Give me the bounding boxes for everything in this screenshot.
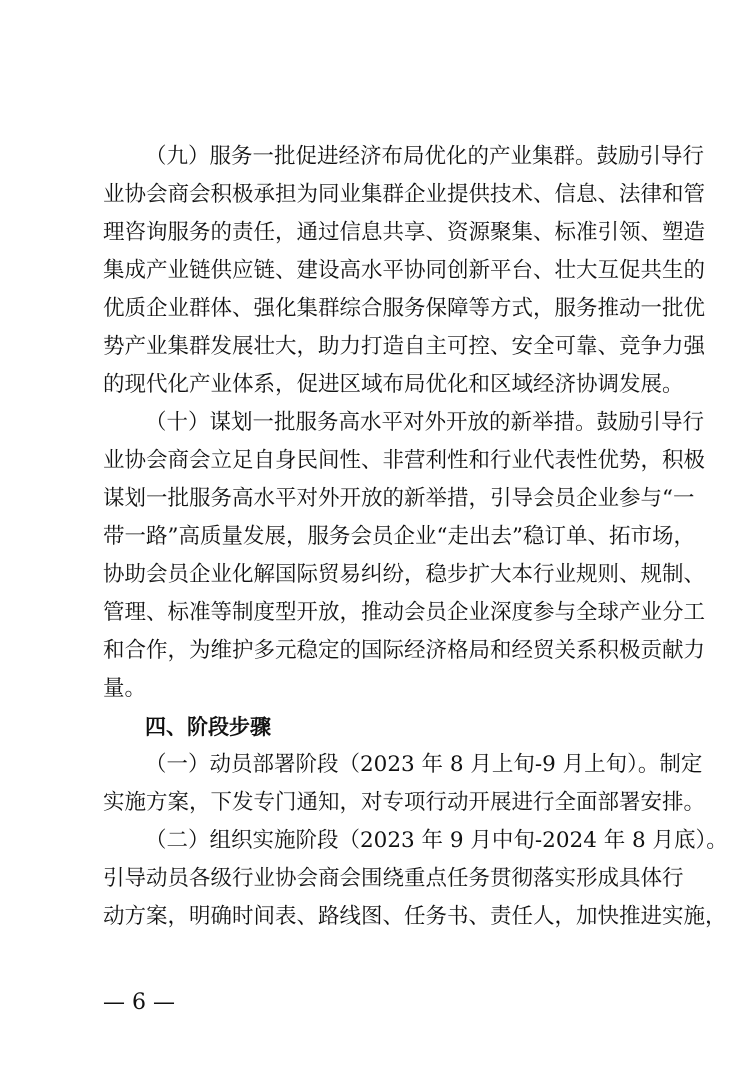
paragraph-ten	[103, 404, 706, 708]
paragraph-line: 业协会商会立足自身民间性、非营利性和行业代表性优势，积极	[103, 448, 706, 473]
paragraph-line: 势产业集群发展壮大，助力打造自主可控、安全可靠、竞争力强	[103, 334, 706, 359]
paragraph-line: （九）服务一批促进经济布局优化的产业集群。鼓励引导行	[145, 144, 705, 169]
paragraph-line: 实施方案，下发专门通知，对专项行动开展进行全面部署安排。	[103, 790, 706, 815]
paragraph-line: 管理、标准等制度型开放，推动会员企业深度参与全球产业分工	[103, 600, 706, 625]
paragraph-line: 谋划一批服务高水平对外开放的新举措，引导会员企业参与“一	[103, 486, 695, 511]
paragraph-line: 的现代化产业体系，促进区域布局优化和区域经济协调发展。	[103, 372, 684, 397]
paragraph-line: （一）动员部署阶段（2023 年 8 月上旬-9 月上旬）。制定	[145, 752, 703, 777]
stage-two	[103, 822, 728, 936]
paragraph-line: 带一路”高质量发展，服务会员企业“走出去”稳订单、拓市场，	[103, 524, 695, 549]
paragraph-line: 理咨询服务的责任，通过信息共享、资源聚集、标准引领、塑造	[103, 220, 706, 245]
paragraph-line: 和合作，为维护多元稳定的国际经济格局和经贸关系积极贡献力	[103, 638, 706, 663]
paragraph-line: 优质企业群体、强化集群综合服务保障等方式，服务推动一批优	[103, 296, 706, 321]
paragraph-line: （二）组织实施阶段（2023 年 9 月中旬-2024 年 8 月底）。	[145, 828, 728, 853]
paragraph-line: 动方案，明确时间表、路线图、任务书、责任人，加快推进实施，	[103, 904, 727, 929]
paragraph-line: 引导动员各级行业协会商会围绕重点任务贯彻落实形成具体行	[103, 866, 684, 891]
section-heading: 四、阶段步骤	[145, 715, 271, 739]
paragraph-nine	[103, 138, 706, 404]
page-number: — 6 —	[103, 990, 175, 1015]
stage-one	[103, 746, 706, 822]
paragraph-line: 协助会员企业化解国际贸易纠纷，稳步扩大本行业规则、规制、	[103, 562, 706, 587]
paragraph-line: 量。	[103, 676, 147, 701]
paragraph-line: 业协会商会积极承担为同业集群企业提供技术、信息、法律和管	[103, 182, 706, 207]
document-page	[103, 138, 728, 936]
paragraph-line: （十）谋划一批服务高水平对外开放的新举措。鼓励引导行	[145, 410, 705, 435]
paragraph-line: 集成产业链供应链、建设高水平协同创新平台、壮大互促共生的	[103, 258, 706, 283]
